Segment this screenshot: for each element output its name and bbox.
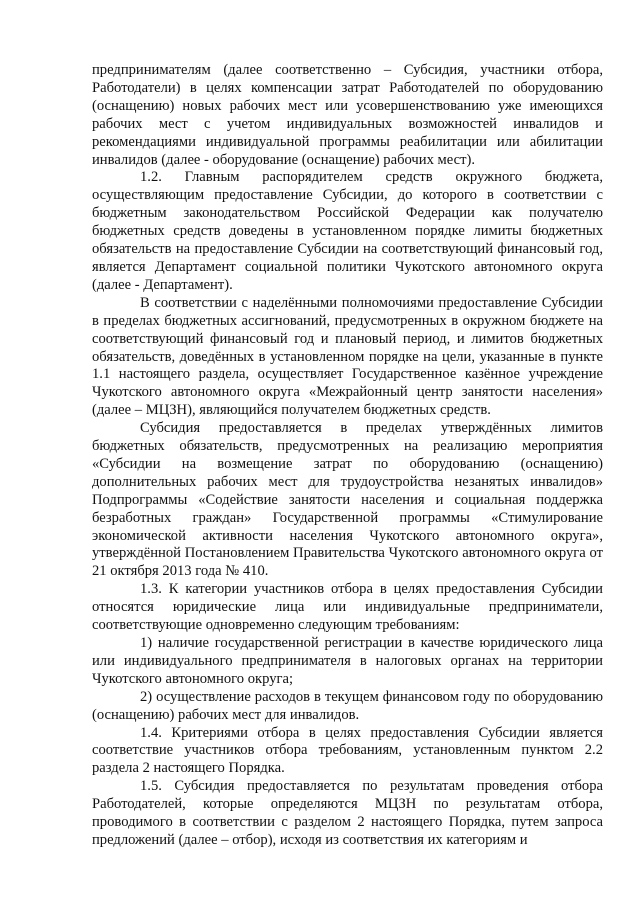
paragraph-mczn-powers: В соответствии с наделёнными полномочиями предоставление Субсидии в пределах бюджетных ассигнований, предусмотренных в окружном бюджете на соответствующий финансовый год и плановый период, и лимитов бюджетных обязательств, доведённых в установленном порядке на цели, указанные в пункте 1.1 настоящего раздела, осуществляет Государственное казённое учреждение Чукотского автономного округа «Межрайонный центр занятости населения» (далее – МЦЗН), являющийся получателем бюджетных средств. [92,294,603,419]
list-item-1: 1) наличие государственной регистрации в качестве юридического лица или индивидуального предпринимателя в налоговых органах на территории Чукотского автономного округа; [92,635,603,687]
document-page [92,62,603,850]
paragraph-1-5: 1.5. Субсидия предоставляется по результатам проведения отбора Работодателей, которые определяются МЦЗН по результатам отбора, проводимого в соответствии с разделом 2 настоящего Порядка, путем запроса предложений (далее – отбор), исходя из соответствия их категориям и [92,778,603,848]
paragraph-subsidy-limits: Субсидия предоставляется в пределах утверждённых лимитов бюджетных обязательств, предусмотренных на реализацию мероприятия «Субсидии на возмещение затрат по оборудованию (оснащению) дополнительных рабочих мест для трудоустройства незанятых инвалидов» Подпрограммы «Содействие занятости населения и социальная поддержка безработных граждан» Государственной программы «Стимулирование экономической активности населения Чукотского автономного округа», утверждённой Постановлением Правительства Чукотского автономного округа от 21 октября 2013 года № 410. [92,420,603,580]
list-item-2: 2) осуществление расходов в текущем финансовом году по оборудованию (оснащению) рабочих мест для инвалидов. [92,688,603,723]
paragraph-1-3: 1.3. К категории участников отбора в целях предоставления Субсидии относятся юридические лица или индивидуальные предприниматели, соответствующие одновременно следующим требованиям: [92,581,603,634]
paragraph-1-continuation: предпринимателям (далее соответственно – Субсидия, участники отбора, Работодатели) в целях компенсации затрат Работодателей по оборудованию (оснащению) новых рабочих мест или усовершенствованию уже имеющихся рабочих мест с учетом индивидуальных возможностей инвалидов и рекомендациями индивидуальной программы реабилитации или абилитации инвалидов (далее - оборудование (оснащение) рабочих мест). [92,62,603,168]
paragraph-1-2: 1.2. Главным распорядителем средств окружного бюджета, осуществляющим предоставление Субсидии, до которого в соответствии с бюджетным законодательством Российской Федерации как получателю бюджетных средств доведены в установленном порядке лимиты бюджетных обязательств на предоставление Субсидии на соответствующий финансовый год, является Департамент социальной политики Чукотского автономного округа (далее - Департамент). [92,169,603,293]
paragraph-1-4: 1.4. Критериями отбора в целях предоставления Субсидии является соответствие участников отбора требованиям, установленным пунктом 2.2 раздела 2 настоящего Порядка. [92,724,603,777]
